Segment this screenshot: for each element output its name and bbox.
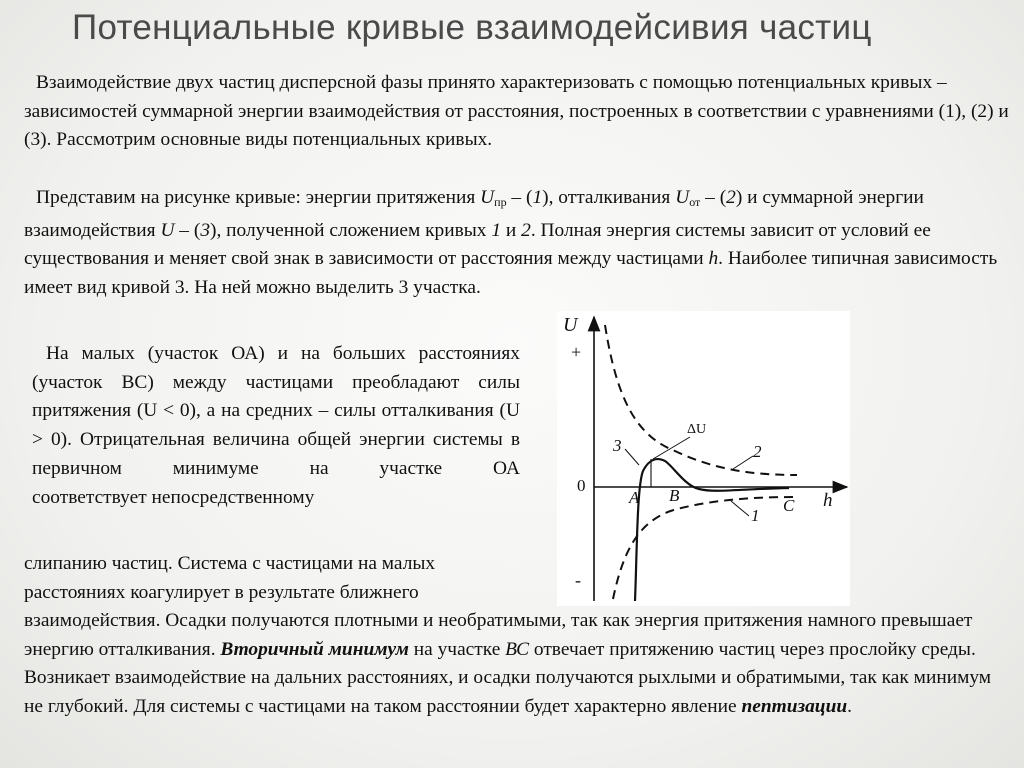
text-run: . [847,696,852,718]
symbol-u: U [675,187,690,208]
text-run: – ( [174,219,201,241]
paragraph-intro [24,69,1014,155]
paragraph-regions-last-line: соответствует непосредственному [32,486,315,508]
curve-3-leader [625,449,639,465]
curve-2-label: 2 [753,442,762,461]
text-run: и [501,219,522,241]
axis-h-label: h [823,490,833,511]
axis-u-label: U [563,314,578,336]
zero-label: 0 [577,476,586,495]
delta-u-pointer [653,437,690,459]
potential-curves-figure [557,311,850,606]
text-run: – ( [700,187,727,208]
point-c-label: C [783,496,795,515]
curve-repulsion [605,325,797,475]
curve-2-leader [733,456,753,469]
symbol-h: h [708,248,719,270]
paragraph-intro-text: Взаимодействие двух частиц дисперсной фазы принято характеризовать с помощью потенциальных кривых – зависимостей суммарной энергии взаимодействия от расстояния, построенных в соответствии с уравнениями (1), (2) и (3). Рассмотрим основные виды потенциальных кривых. [24,72,1009,151]
symbol-u: U [480,187,495,208]
curve-1-leader [731,501,749,516]
slide-title: Потенциальные кривые взаимодейсивия частиц [72,8,872,47]
paragraph-coagulation: слипанию частиц. Система с частицами на малых расстояниях коагулирует в результате ближнего [24,553,436,603]
text-run: взаимодействия. Осадки получаются плотными и необратимыми, так как энергия притяжения намного превышает энергию отталкивания. [24,610,973,660]
paragraph-regions [32,340,520,512]
text-run: на участке [408,638,506,660]
plus-sign-label: + [571,342,582,362]
curve-number: 1 [532,187,543,208]
symbol-u: U [160,219,175,241]
curve-total [635,459,789,601]
curve-number: 1 [491,219,502,241]
text-run: отвечает притяжению частиц через прослойку среды. Возникает взаимодействие на дальних расстояниях, и осадки получаются рыхлыми и обратимыми, так как минимум не глубокий. Для системы с частицами на таком расстоянии будет характерно явление [24,638,992,718]
text-run: . Полная энергия системы зависит от условий ее существования и меняет свой знак в зависимости от расстояния между частицами [24,219,931,270]
curve-number: 2 [521,219,531,241]
curve-number: 3 [200,219,211,241]
curve-1-label: 1 [751,506,760,525]
term-peptization: пептизации [741,696,848,718]
potential-curves-diagram [557,311,850,606]
paragraph-secondary-minimum [24,607,1014,722]
paragraph-curves [24,184,1014,303]
point-b-label: B [669,486,680,505]
subscript-repulsion: от [689,195,701,209]
text-run: Представим на рисунке кривые: энергии притяжения [36,187,481,208]
term-secondary-minimum: Вторичный минимум [220,638,409,660]
curve-attraction [613,497,797,599]
segment-bc: ВС [505,638,530,660]
subscript-attraction: пр [494,195,507,209]
curve-3-label: 3 [613,436,622,455]
minus-sign-label: - [575,570,581,590]
point-a-label: A [629,488,640,507]
text-run: ), полученной сложением кривых [210,219,492,241]
paragraph-regions-text: На малых (участок ОА) и на больших расстояниях (участок ВС) между частицами преобладают силы притяжения (U < 0), а на средних – силы отталкивания (U > 0). Отрицательная величина общей энергии системы в первичном минимуме на участке ОА [32,343,520,479]
text-run: ) и суммарной энергии взаимодействия [24,187,924,241]
delta-u-label: ΔU [687,422,707,437]
curve-number: 2 [726,187,736,208]
text-run: – ( [506,187,533,208]
text-run: ), отталкивания [542,187,676,208]
text-run: . Наиболее типичная зависимость имеет вид кривой 3. На ней можно выделить 3 участка. [24,248,998,299]
